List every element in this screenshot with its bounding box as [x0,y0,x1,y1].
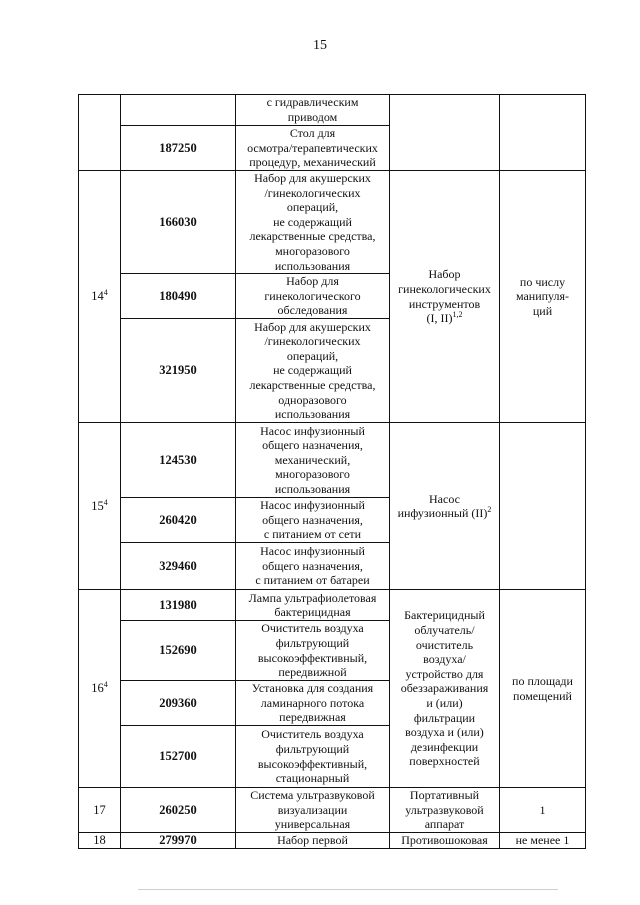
group-cell: Набор гинекологических инструментов (I, II)$^{1,2}$ [390,171,500,423]
name-cell: Стол для осмотра/терапевтических процедур, механический [236,126,390,171]
name-cell: Насос инфузионный общего назначения, механический, многоразового использования [236,423,390,498]
row-number: $15^4$ [79,423,121,590]
code-cell: 180490 [121,274,236,319]
code-cell: 152690 [121,621,236,681]
name-cell: Набор первой [236,833,390,849]
name-cell: Система ультразвуковой визуализации универсальная [236,788,390,833]
table-row [79,833,586,849]
code-cell: 321950 [121,319,236,423]
name-cell: Набор для акушерских /гинекологических операций, не содержащий лекарственные средства, многоразового использования [236,171,390,274]
name-cell: Набор для гинекологического обследования [236,274,390,319]
qty-cell [500,423,586,590]
code-cell [121,95,236,126]
code-cell: 260250 [121,788,236,833]
code-cell: 209360 [121,681,236,726]
code-cell: 124530 [121,423,236,498]
group-cell: Противошоковая [390,833,500,849]
scan-edge-line [138,889,558,890]
table-row [79,423,586,498]
qty-cell [500,95,586,171]
row-number: $14^4$ [79,171,121,423]
qty-cell: 1 [500,788,586,833]
row-number: $16^4$ [79,590,121,788]
row-number: 18 [79,833,121,849]
group-cell: Бактерицидный облучатель/ очиститель воздуха/ устройство для обеззараживания и (или) фильтрации воздуха и (или) дезинфекции поверхностей [390,590,500,788]
name-cell: Установка для создания ламинарного потока передвижная [236,681,390,726]
table-row [79,95,586,126]
group-cell: Насос инфузионный (II)$^2$ [390,423,500,590]
qty-cell: не менее 1 [500,833,586,849]
code-cell: 166030 [121,171,236,274]
name-cell: Набор для акушерских /гинекологических операций, не содержащий лекарственные средства, одноразового использования [236,319,390,423]
name-cell: с гидравлическим приводом [236,95,390,126]
name-cell: Насос инфузионный общего назначения, с питанием от батареи [236,543,390,590]
num-cell [79,95,121,171]
name-cell: Насос инфузионный общего назначения, с питанием от сети [236,498,390,543]
code-cell: 187250 [121,126,236,171]
code-cell: 152700 [121,726,236,788]
table-row [79,590,586,621]
code-cell: 260420 [121,498,236,543]
group-cell [390,95,500,171]
qty-cell: по числу манипуля- ций [500,171,586,423]
code-cell: 329460 [121,543,236,590]
name-cell: Очиститель воздуха фильтрующий высокоэффективный, передвижной [236,621,390,681]
group-cell: Портативный ультразвуковой аппарат [390,788,500,833]
table-row [79,171,586,274]
qty-cell: по площади помещений [500,590,586,788]
row-number: 17 [79,788,121,833]
code-cell: 279970 [121,833,236,849]
page-number: 15 [313,38,327,53]
table-row [79,788,586,833]
name-cell: Лампа ультрафиолетовая бактерицидная [236,590,390,621]
code-cell: 131980 [121,590,236,621]
equipment-table [78,94,586,849]
name-cell: Очиститель воздуха фильтрующий высокоэффективный, стационарный [236,726,390,788]
